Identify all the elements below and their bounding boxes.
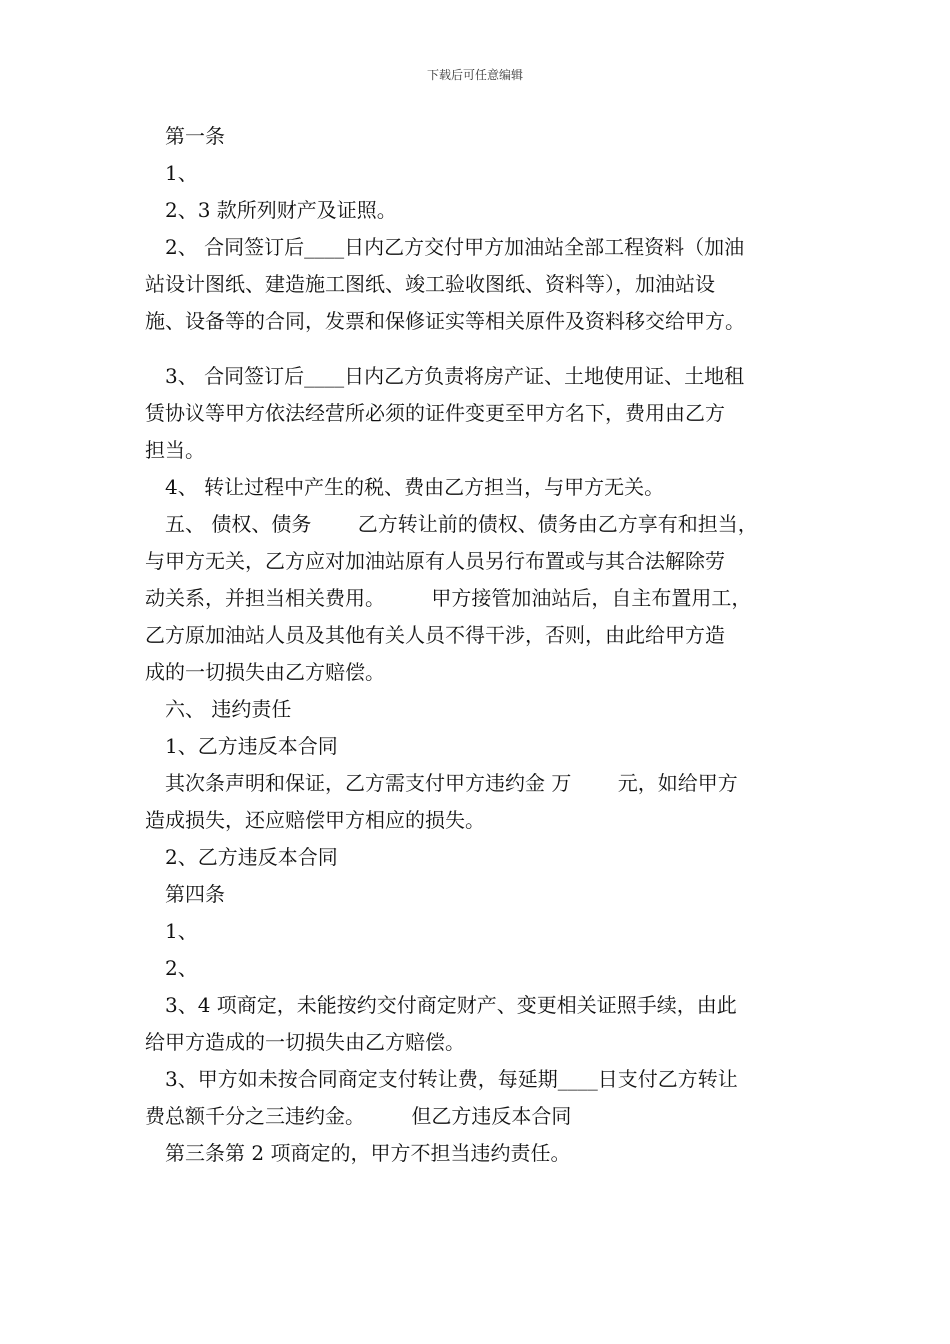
text-line: 施、设备等的合同，发票和保修证实等相关原件及资料移交给甲方。	[145, 309, 745, 333]
text-line: 2、 合同签订后____日内乙方交付甲方加油站全部工程资料（加油	[165, 235, 745, 259]
text-line: 3、 合同签订后____日内乙方负责将房产证、土地使用证、土地租	[165, 364, 745, 388]
text-line: 六、 违约责任	[165, 697, 292, 721]
text-line: 乙方原加油站人员及其他有关人员不得干涉，否则，由此给甲方造	[145, 623, 725, 647]
page-header: 下载后可任意编辑	[426, 68, 523, 82]
text-line: 2、3 款所列财产及证照。	[165, 198, 397, 222]
document-body	[145, 118, 825, 1172]
text-line: 3、甲方如未按合同商定支付转让费，每延期____日支付乙方转让	[165, 1067, 738, 1091]
text-line: 1、乙方违反本合同	[165, 734, 338, 758]
text-line: 担当。	[145, 438, 205, 462]
text-line: 给甲方造成的一切损失由乙方赔偿。	[145, 1030, 465, 1054]
text-line: 3、4 项商定，未能按约交付商定财产、变更相关证照手续，由此	[165, 993, 737, 1017]
text-line: 第一条	[165, 124, 225, 148]
text-line: 费总额千分之三违约金。 但乙方违反本合同	[145, 1104, 572, 1128]
text-line: 赁协议等甲方依法经营所必须的证件变更至甲方名下，费用由乙方	[145, 401, 725, 425]
text-line: 4、 转让过程中产生的税、费由乙方担当，与甲方无关。	[165, 475, 665, 499]
text-line: 成的一切损失由乙方赔偿。	[145, 660, 385, 684]
text-line: 2、乙方违反本合同	[165, 845, 338, 869]
text-line: 与甲方无关，乙方应对加油站原有人员另行布置或与其合法解除劳	[145, 549, 725, 573]
text-line: 其次条声明和保证，乙方需支付甲方违约金 万 元，如给甲方	[165, 771, 738, 795]
text-line: 站设计图纸、建造施工图纸、竣工验收图纸、资料等），加油站设	[145, 272, 715, 296]
text-line: 五、 债权、债务 乙方转让前的债权、债务由乙方享有和担当，	[165, 512, 758, 536]
text-line: 1、	[165, 919, 198, 943]
text-line: 1、	[165, 161, 198, 185]
text-line: 动关系，并担当相关费用。 甲方接管加油站后，自主布置用工，	[145, 586, 752, 610]
text-line: 第三条第 2 项商定的，甲方不担当违约责任。	[165, 1141, 571, 1165]
text-line: 2、	[165, 956, 198, 980]
text-line: 造成损失，还应赔偿甲方相应的损失。	[145, 808, 485, 832]
text-line: 第四条	[165, 882, 225, 906]
